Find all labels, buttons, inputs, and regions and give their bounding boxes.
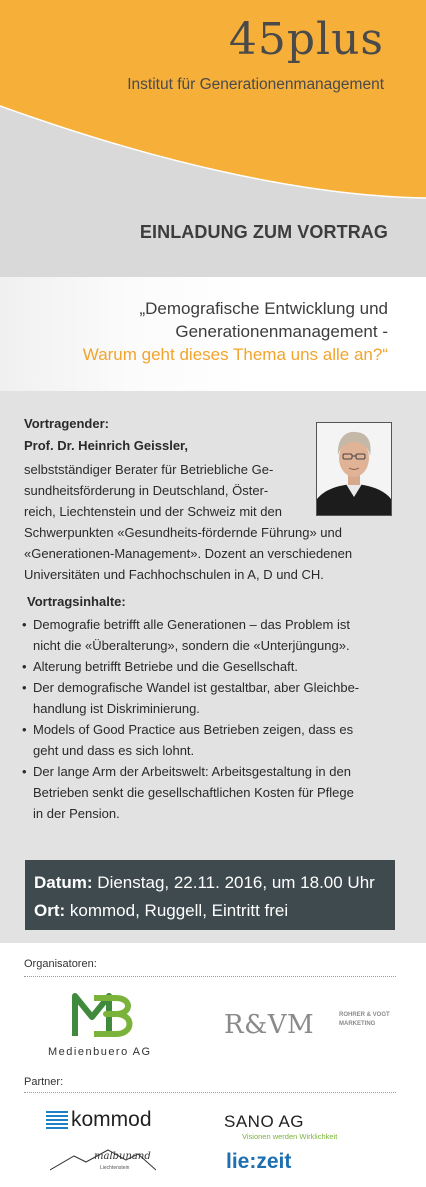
bio-line: selbstständiger Berater für Betriebliche Ge-: [24, 462, 274, 477]
date-label: Datum:: [34, 873, 93, 892]
topic-line: Demografie betrifft alle Generationen – das Problem ist: [33, 617, 350, 632]
list-item: [22, 614, 359, 656]
topic-line: Betrieben senkt die gesellschaftlichen Kosten für Pflege: [33, 785, 354, 800]
topic-line: geht und dass es sich lohnt.: [33, 743, 195, 758]
bio-line: reich, Liechtenstein und der Schweiz mit den: [24, 504, 282, 519]
medienbuero-name: Medienbuero AG: [48, 1046, 152, 1058]
bullet: •: [22, 617, 27, 632]
topic-line: Alterung betrifft Betriebe und die Gesellschaft.: [33, 659, 298, 674]
liezeit-logo: lie:zeit: [226, 1150, 292, 1173]
malbun-sub: Liechtenstein: [100, 1165, 130, 1171]
partners-label: Partner:: [24, 1076, 64, 1088]
rvm-logo-text: [339, 1011, 390, 1029]
institute-subtitle: Institut für Generationenmanagement: [127, 76, 384, 93]
list-item: [22, 719, 359, 761]
bullet: •: [22, 680, 27, 695]
location-value: kommod, Ruggell, Eintritt frei: [69, 901, 289, 920]
bullet: •: [22, 764, 27, 779]
divider: [24, 1092, 396, 1093]
topic-line: in der Pension.: [33, 806, 120, 821]
kommod-stripes-icon: [46, 1111, 68, 1131]
divider: [24, 976, 396, 977]
bio-line: «Generationen-Management». Dozent an verschiedenen: [24, 546, 353, 561]
event-date: [34, 873, 375, 893]
bullet: •: [22, 722, 27, 737]
list-item: [22, 761, 359, 824]
lecture-title-line: „Demografische Entwicklung und: [139, 299, 388, 318]
malbun-logo: malbunand: [94, 1151, 151, 1162]
brand-title: 45plus: [228, 14, 384, 65]
event-location: [34, 901, 288, 921]
list-item: [22, 656, 359, 677]
date-value: Dienstag, 22.11. 2016, um 18.00 Uhr: [97, 873, 375, 892]
medienbuero-logo: [72, 990, 136, 1040]
speaker-bio: [24, 459, 352, 585]
organizers-label: Organisatoren:: [24, 958, 97, 970]
bio-line: sundheitsförderung in Deutschland, Öster-: [24, 483, 269, 498]
rvm-line: ROHRER & VOGT: [339, 1012, 390, 1018]
invitation-heading: EINLADUNG ZUM VORTRAG: [139, 222, 388, 242]
event-details-box: [25, 860, 395, 930]
speaker-name: Prof. Dr. Heinrich Geissler,: [24, 438, 189, 453]
topic-line: nicht die «Überalterung», sondern die «Unterjüngung».: [33, 638, 350, 653]
speaker-label: Vortragender:: [24, 416, 109, 431]
rvm-line: MARKETING: [339, 1021, 376, 1027]
topics-list: [22, 614, 359, 824]
sano-tagline: Visionen werden Wirklichkeit: [242, 1132, 338, 1141]
sano-logo: SANO AG: [224, 1112, 305, 1131]
rvm-logo-mark: R&VM: [224, 1010, 315, 1040]
kommod-logo: kommod: [71, 1108, 152, 1131]
topic-line: Der demografische Wandel ist gestaltbar, aber Gleichbe-: [33, 680, 360, 695]
lecture-title-highlight: Warum geht dieses Thema uns alle an?“: [82, 345, 388, 364]
list-item: [22, 677, 359, 719]
location-label: Ort:: [34, 901, 66, 920]
bullet: •: [22, 659, 27, 674]
topic-line: Models of Good Practice aus Betrieben zeigen, dass es: [33, 722, 354, 737]
topics-label: Vortragsinhalte:: [27, 594, 126, 609]
bio-line: Schwerpunkten «Gesundheits-fördernde Führung» und: [24, 525, 342, 540]
topic-line: handlung ist Diskriminierung.: [33, 701, 200, 716]
topic-line: Der lange Arm der Arbeitswelt: Arbeitsgestaltung in den: [33, 764, 351, 779]
lecture-title: [83, 297, 388, 366]
lecture-title-line: Generationenmanagement -: [175, 322, 388, 341]
bio-line: Universitäten und Fachhochschulen in A, D und CH.: [24, 567, 324, 582]
